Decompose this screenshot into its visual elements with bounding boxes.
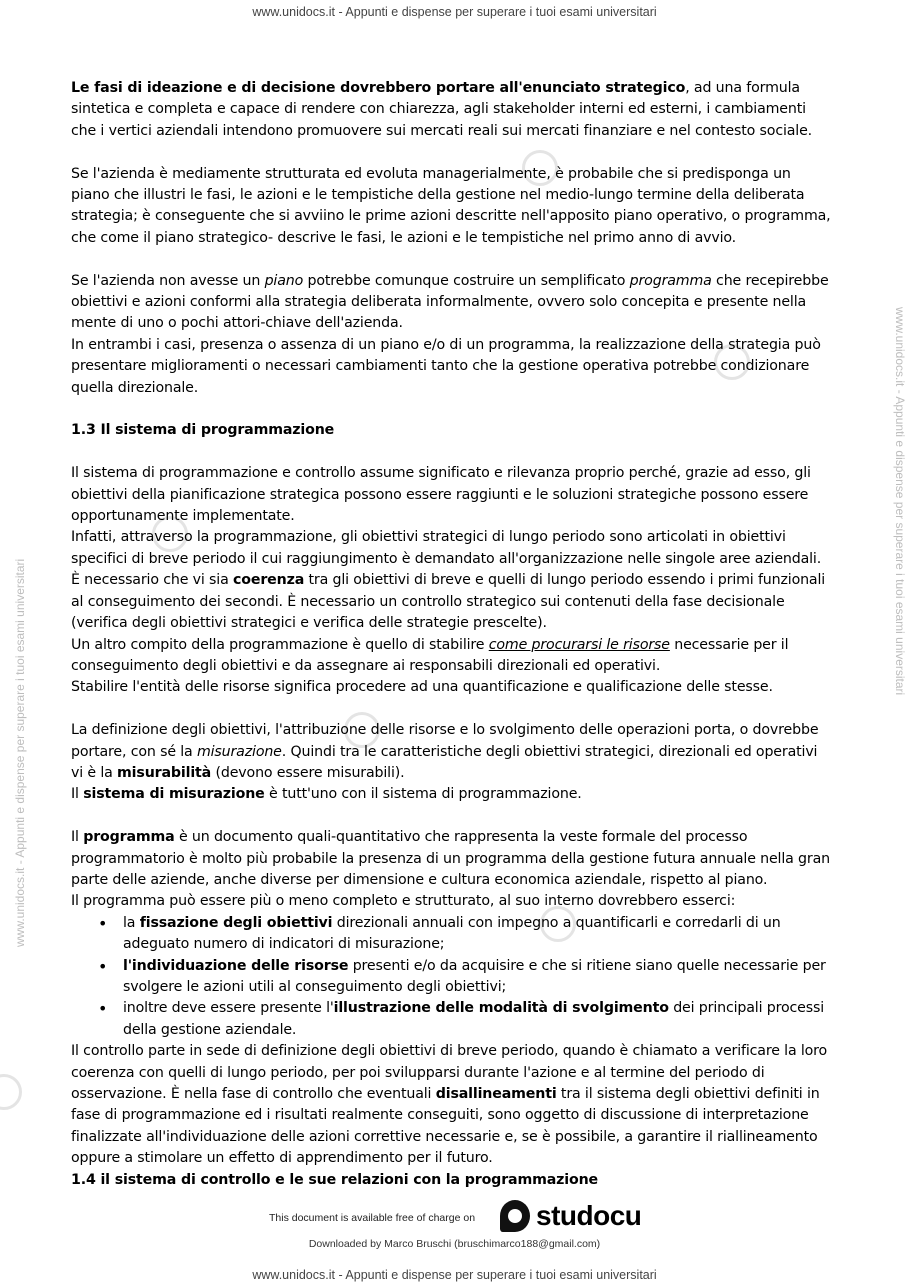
list-item (71, 913, 831, 956)
paragraph: Se l'azienda è mediamente strutturata ed evoluta managerialmente, è probabile che si predisponga un piano che illustri le fasi, le azioni e le tempistiche della gestione nel medio-lungo termine della deliberata strategia; è conseguente che si avviino le prime azioni descritte nell'apposito piano operativo, o programma, che come il piano strategico- descrive le fasi, le azioni e le tempistiche nel primo anno di avvio. (71, 165, 831, 246)
page-footer (0, 1198, 909, 1258)
paragraph (71, 271, 831, 335)
paragraph: Stabilire l'entità delle risorse significa procedere ad una quantificazione e qualificazione delle stesse. (71, 679, 773, 696)
bold-text: Le fasi di ideazione e di decisione dovrebbero portare all'enunciato strategico (71, 80, 686, 96)
italic-text: programma (629, 272, 712, 289)
text: , ad una formula sintetica e completa e capace di rendere con chiarezza, agli stakeholder interni ed esterni, i cambiamenti che i vertici aziendali intendono promuovere sui mercati reali sui mercati finanziare e nel contesto sociale. (71, 80, 813, 139)
section-heading: 1.4 il sistema di controllo e le sue relazioni con la programmazione (71, 1171, 598, 1188)
bold-text: l'individuazione delle risorse (123, 957, 349, 974)
paragraph (71, 784, 831, 805)
text: Il (71, 829, 84, 846)
paragraph: In entrambi i casi, presenza o assenza di un piano e/o di un programma, la realizzazione della strategia può presentare miglioramenti o necessari cambiamenti tanto che la gestione operativa potrebbe condizionare quella direzionale. (71, 336, 821, 396)
text: che recepirebbe obiettivi e azioni conformi alla strategia deliberata informalmente, ovvero solo concepita e presente nella mente di uno o pochi attori-chiave dell'azienda. (71, 272, 829, 332)
text: . Quindi tra le caratteristiche degli obiettivi strategici, direzionali ed operativi vi è la (71, 743, 818, 781)
text: Un altro compito della programmazione è quello di stabilire (71, 636, 489, 653)
text: la (123, 914, 140, 931)
text: tra gli obiettivi di breve e quelli di lungo periodo essendo i primi funzionali al conseguimento dei secondi. È necessario un controllo strategico sui contenuti della fase decisionale (verifica degli obiettivi strategici e verifica delle strategie prescelte). (71, 572, 826, 632)
header-watermark: www.unidocs.it - Appunti e dispense per superare i tuoi esami universitari (252, 5, 657, 19)
paragraph: Infatti, attraverso la programmazione, gli obiettivi strategici di lungo periodo sono articolati in obiettivi specifici di breve periodo il cui raggiungimento è demandato all'organizzazione nelle singole aree aziendali. (71, 529, 822, 567)
bold-text: sistema di misurazione (83, 786, 265, 803)
text: Il controllo parte in sede di definizione degli obiettivi di breve periodo, quando è chiamato a verificare la loro coerenza con quelli di lungo periodo, per poi svilupparsi durante l'azione e al termine del periodo di osservazione. È nella fase di controllo che eventuali (71, 1043, 828, 1102)
text: potrebbe comunque costruire un semplificato (303, 272, 630, 289)
text: (devono essere misurabili). (211, 764, 405, 781)
paragraph: Il sistema di programmazione e controllo assume significato e rilevanza proprio perché, grazie ad esso, gli obiettivi della pianificazione strategica possono essere raggiunti e le soluzioni strategiche possono essere opportunamente implementate. (71, 465, 811, 525)
document-body (71, 78, 831, 1191)
bold-text: illustrazione delle modalità di svolgimento (333, 1000, 669, 1017)
paragraph (71, 78, 831, 142)
list-item (71, 956, 831, 999)
paragraph (71, 570, 831, 634)
bold-text: programma (83, 829, 175, 846)
text: presenti e/o da acquisire e che si ritiene siano quelle necessarie per svolgere le azioni utili al conseguimento degli obiettivi; (123, 957, 826, 995)
list-item (71, 998, 831, 1041)
text: è un documento quali-quantitativo che rappresenta la veste formale del processo programmatorio è molto più probabile la presenza di un programma della gestione futura annuale nella gran parte delle aziende, anche diverse per dimensione e cultura economica aziendale, rispetto al piano. (71, 829, 830, 888)
bold-text: fissazione degli obiettivi (139, 914, 333, 931)
text: è tutt'uno con il sistema di programmazione. (264, 786, 582, 803)
logo-text: studocu (536, 1200, 642, 1231)
text: direzionali annuali con impegno a quantificarli e corredarli di un adeguato numero di indicatori di misurazione; (123, 914, 781, 953)
underlined-text: come procurarsi le risorse (488, 636, 670, 653)
text: Se l'azienda non avesse un (71, 272, 265, 289)
right-side-watermark: www.unidocs.it - Appunti e dispense per superare i tuoi esami universitari (893, 307, 907, 696)
text: necessarie per il conseguimento degli obiettivi e da assegnare ai responsabili direzionali ed operativi. (71, 636, 789, 674)
paragraph (71, 635, 831, 678)
studocu-logo[interactable] (500, 1198, 641, 1234)
studocu-logo-icon (500, 1200, 530, 1232)
left-side-watermark: www.unidocs.it - Appunti e dispense per superare i tuoi esami universitari (13, 558, 27, 947)
availability-note: This document is available free of charge on (269, 1212, 476, 1224)
paragraph (71, 1041, 831, 1169)
section-heading: 1.3 Il sistema di programmazione (71, 422, 335, 439)
text: È necessario che vi sia (71, 572, 233, 589)
footer-watermark: www.unidocs.it - Appunti e dispense per superare i tuoi esami universitari (252, 1268, 657, 1282)
bold-text: coerenza (232, 572, 305, 589)
italic-text: misurazione (196, 743, 282, 760)
paragraph: Il programma può essere più o meno completo e strutturato, al suo interno dovrebbero esserci: (71, 893, 736, 910)
text: tra il sistema degli obiettivi definiti in fase di programmazione ed i risultati realmente conseguiti, sono oggetto di discussione di interpretazione finalizzate all'individuazione delle azioni correttive necessarie e, se è possibile, a garantire il riallineamento oppure a stimolare un effetto di apprendimento per il futuro. (71, 1086, 820, 1167)
watermark-logo-icon (0, 1074, 22, 1110)
download-note: Downloaded by Marco Bruschi (bruschimarco188@gmail.com) (308, 1238, 601, 1250)
bold-text: disallineamenti (435, 1086, 557, 1102)
text: La definizione degli obiettivi, l'attribuzione delle risorse e lo svolgimento delle operazioni porta, o dovrebbe portare, con sé la (71, 722, 819, 760)
bold-text: misurabilità (117, 764, 212, 781)
text: inoltre deve essere presente l' (123, 1000, 334, 1017)
text: Il (71, 786, 84, 803)
text: dei principali processi della gestione aziendale. (123, 1000, 825, 1038)
paragraph (71, 720, 831, 784)
bullet-list (71, 913, 831, 1041)
italic-text: piano (264, 272, 304, 289)
paragraph (71, 827, 831, 891)
